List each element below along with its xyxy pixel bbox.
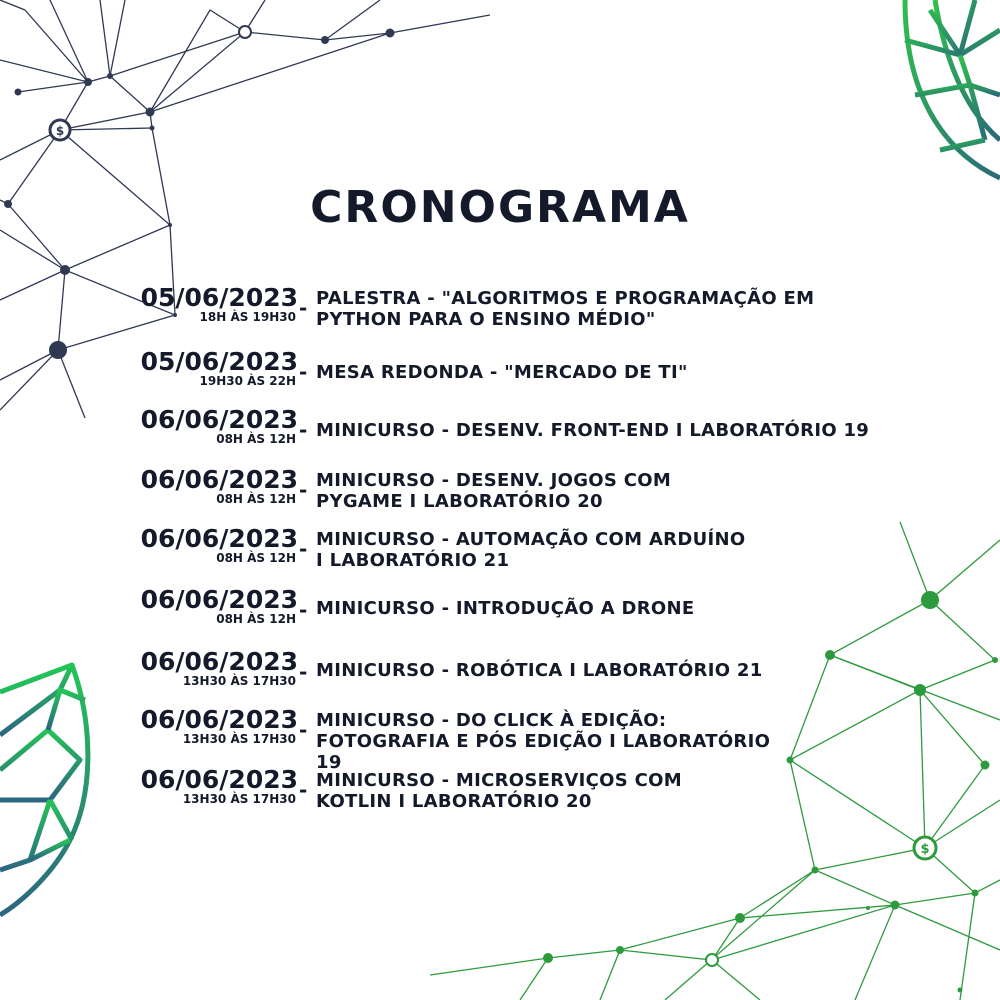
schedule-date: 05/06/2023 (140, 347, 298, 376)
schedule-time: 13H30 ÀS 17H30 (182, 732, 296, 746)
schedule-event: MINICURSO - ROBÓTICA I LABORATÓRIO 21 (316, 660, 763, 681)
schedule-time: 13H30 ÀS 17H30 (182, 792, 296, 806)
schedule-date: 06/06/2023 (140, 647, 298, 676)
schedule-time: 08H ÀS 12H (216, 612, 296, 626)
schedule-dash: - (299, 478, 308, 502)
leaf-left (0, 665, 88, 915)
schedule-date: 06/06/2023 (140, 524, 298, 553)
schedule-date: 05/06/2023 (140, 283, 298, 312)
schedule-event: MINICURSO - DESENV. JOGOS COM PYGAME I LABORATÓRIO 20 (316, 470, 672, 512)
schedule-date: 06/06/2023 (140, 405, 298, 434)
schedule-dash: - (299, 660, 308, 684)
schedule-event: MINICURSO - AUTOMAÇÃO COM ARDUÍNO I LABORATÓRIO 21 (316, 529, 746, 571)
dollar-icon: $ (55, 124, 65, 138)
schedule-time: 19H30 ÀS 22H (199, 374, 296, 388)
schedule-event: MINICURSO - DO CLICK À EDIÇÃO: FOTOGRAFIA E PÓS EDIÇÃO I LABORATÓRIO 19 (316, 710, 771, 773)
schedule-event: MINICURSO - MICROSERVIÇOS COM KOTLIN I LABORATÓRIO 20 (316, 770, 682, 812)
schedule-dash: - (299, 537, 308, 561)
schedule-dash: - (299, 778, 308, 802)
schedule-dash: - (299, 598, 308, 622)
schedule-date: 06/06/2023 (140, 465, 298, 494)
page-title: CRONOGRAMA (310, 182, 690, 233)
schedule-event: MINICURSO - INTRODUÇÃO A DRONE (316, 598, 695, 619)
schedule-event: MINICURSO - DESENV. FRONT-END I LABORATÓRIO 19 (316, 420, 870, 441)
dollar-icon-green: $ (920, 842, 930, 857)
schedule-date: 06/06/2023 (140, 585, 298, 614)
schedule-dash: - (299, 418, 308, 442)
schedule-dash: - (299, 296, 308, 320)
schedule-time: 08H ÀS 12H (216, 432, 296, 446)
schedule-event: MESA REDONDA - "MERCADO DE TI" (316, 362, 688, 383)
schedule-date: 06/06/2023 (140, 765, 298, 794)
leaf-top-right (905, 0, 1000, 178)
schedule-event: PALESTRA - "ALGORITMOS E PROGRAMAÇÃO EM PYTHON PARA O ENSINO MÉDIO" (316, 288, 815, 330)
schedule-time: 13H30 ÀS 17H30 (182, 674, 296, 688)
schedule-time: 08H ÀS 12H (216, 551, 296, 565)
schedule-time: 18H ÀS 19H30 (199, 310, 296, 324)
schedule-time: 08H ÀS 12H (216, 492, 296, 506)
schedule-dash: - (299, 360, 308, 384)
schedule-date: 06/06/2023 (140, 705, 298, 734)
schedule-dash: - (299, 718, 308, 742)
